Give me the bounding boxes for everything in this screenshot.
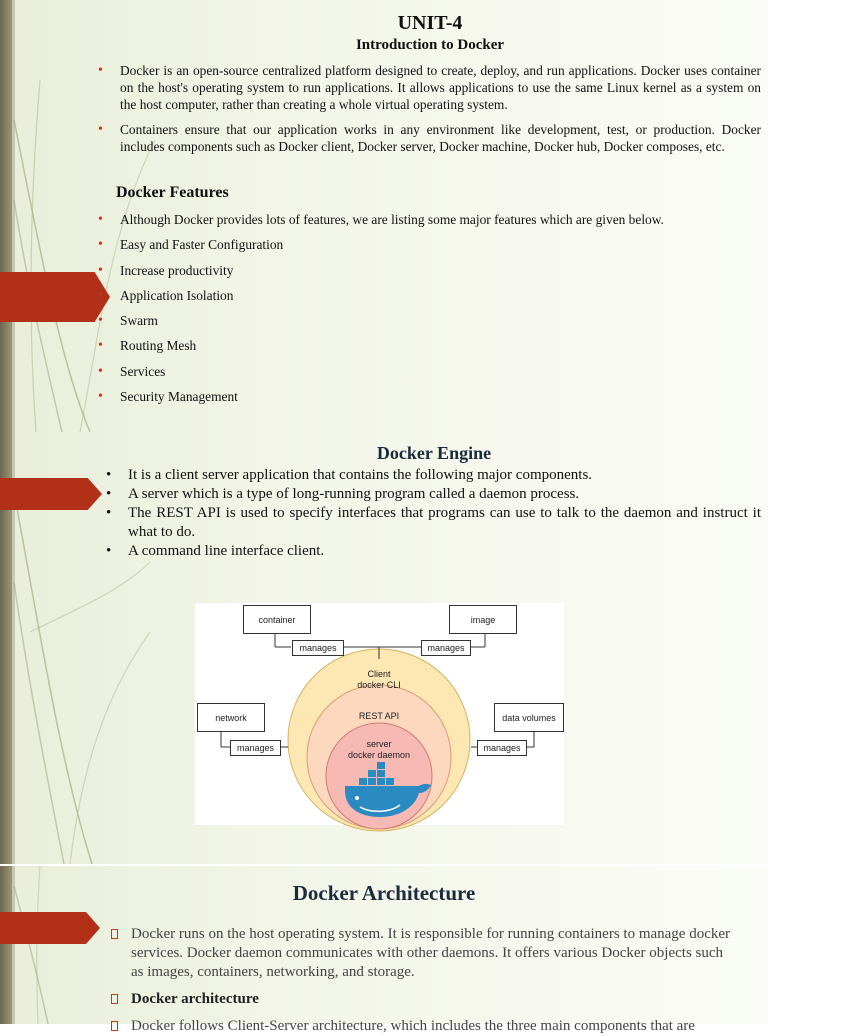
server-label-line2: docker daemon — [347, 750, 411, 760]
list-item: • A server which is a type of long-running program called a daemon process. — [128, 485, 761, 504]
server-label — [329, 739, 429, 761]
architecture-bullet-list — [131, 925, 736, 1036]
container-box: container — [243, 605, 311, 634]
image-box: image — [449, 605, 517, 634]
manages-label-image: manages — [421, 640, 471, 656]
data-volumes-box: data volumes — [494, 703, 564, 732]
list-item: • Services — [120, 363, 761, 388]
manages-label-data-volumes: manages — [477, 740, 527, 756]
engine-title: Docker Engine — [376, 443, 492, 463]
client-label — [339, 669, 419, 691]
slide-left-stripe — [12, 0, 15, 432]
docker-engine-diagram — [195, 603, 564, 825]
architecture-title: Docker Architecture — [292, 881, 476, 905]
slide-docker-engine — [0, 432, 768, 864]
client-label-line1: Client — [367, 669, 391, 679]
manages-label-container: manages — [292, 640, 344, 656]
list-item: • Increase productivity — [120, 262, 761, 287]
features-list — [120, 211, 761, 413]
slide-accent-arrow — [0, 272, 110, 322]
list-item: • It is a client server application that contains the following major components. — [128, 466, 761, 485]
list-item: • The REST API is used to specify interfaces that programs can use to talk to the daemon and instruct it what to do. — [128, 504, 761, 542]
list-item: • Although Docker provides lots of features, we are listing some major features which are given below. — [120, 211, 761, 236]
intro-bullet-list — [120, 62, 761, 155]
list-item: • Docker is an open-source centralized platform designed to create, deploy, and run applications. Docker uses container on the host's operating system to run applications. It allows applications to use the same Linux kernel as a system on the host computer, rather than creating a whole virtual operating system. — [120, 62, 761, 113]
slide-docker-architecture — [0, 866, 768, 1034]
list-item: • Application Isolation — [120, 287, 761, 312]
list-item: • Easy and Faster Configuration — [120, 236, 761, 261]
list-item: • A command line interface client. — [128, 542, 761, 561]
slide-accent-arrow — [0, 478, 102, 510]
intro-subtitle: Introduction to Docker — [355, 37, 505, 53]
list-item: • Containers ensure that our application works in any environment like development, test, or production. Docker includes components such as Docker client, Docker server, Docker machine, Docker hub, Docker composes, etc. — [120, 121, 761, 155]
slide-left-bar — [0, 0, 12, 432]
list-item: Docker runs on the host operating system. It is responsible for running containers to manage docker services. Docker daemon communicates with other daemons. It offers various Docker objects such as images, containers, networking, and storage. — [131, 925, 736, 982]
list-item: Docker follows Client-Server architecture, which includes the three main components that are — [131, 1017, 736, 1036]
network-box: network — [197, 703, 265, 732]
unit-title: UNIT-4 — [397, 12, 463, 34]
list-item: Docker architecture — [131, 990, 736, 1009]
slide-introduction — [0, 0, 768, 432]
features-heading: Docker Features — [116, 184, 229, 201]
server-label-line1: server — [366, 739, 392, 749]
list-item: • Security Management — [120, 388, 761, 413]
client-label-line2: docker CLI — [357, 680, 401, 690]
manages-label-network: manages — [230, 740, 281, 756]
list-item: • Routing Mesh — [120, 337, 761, 362]
slide-accent-arrow — [0, 912, 100, 944]
engine-bullet-list — [128, 466, 761, 561]
rest-api-label: REST API — [358, 711, 400, 721]
list-item: • Swarm — [120, 312, 761, 337]
